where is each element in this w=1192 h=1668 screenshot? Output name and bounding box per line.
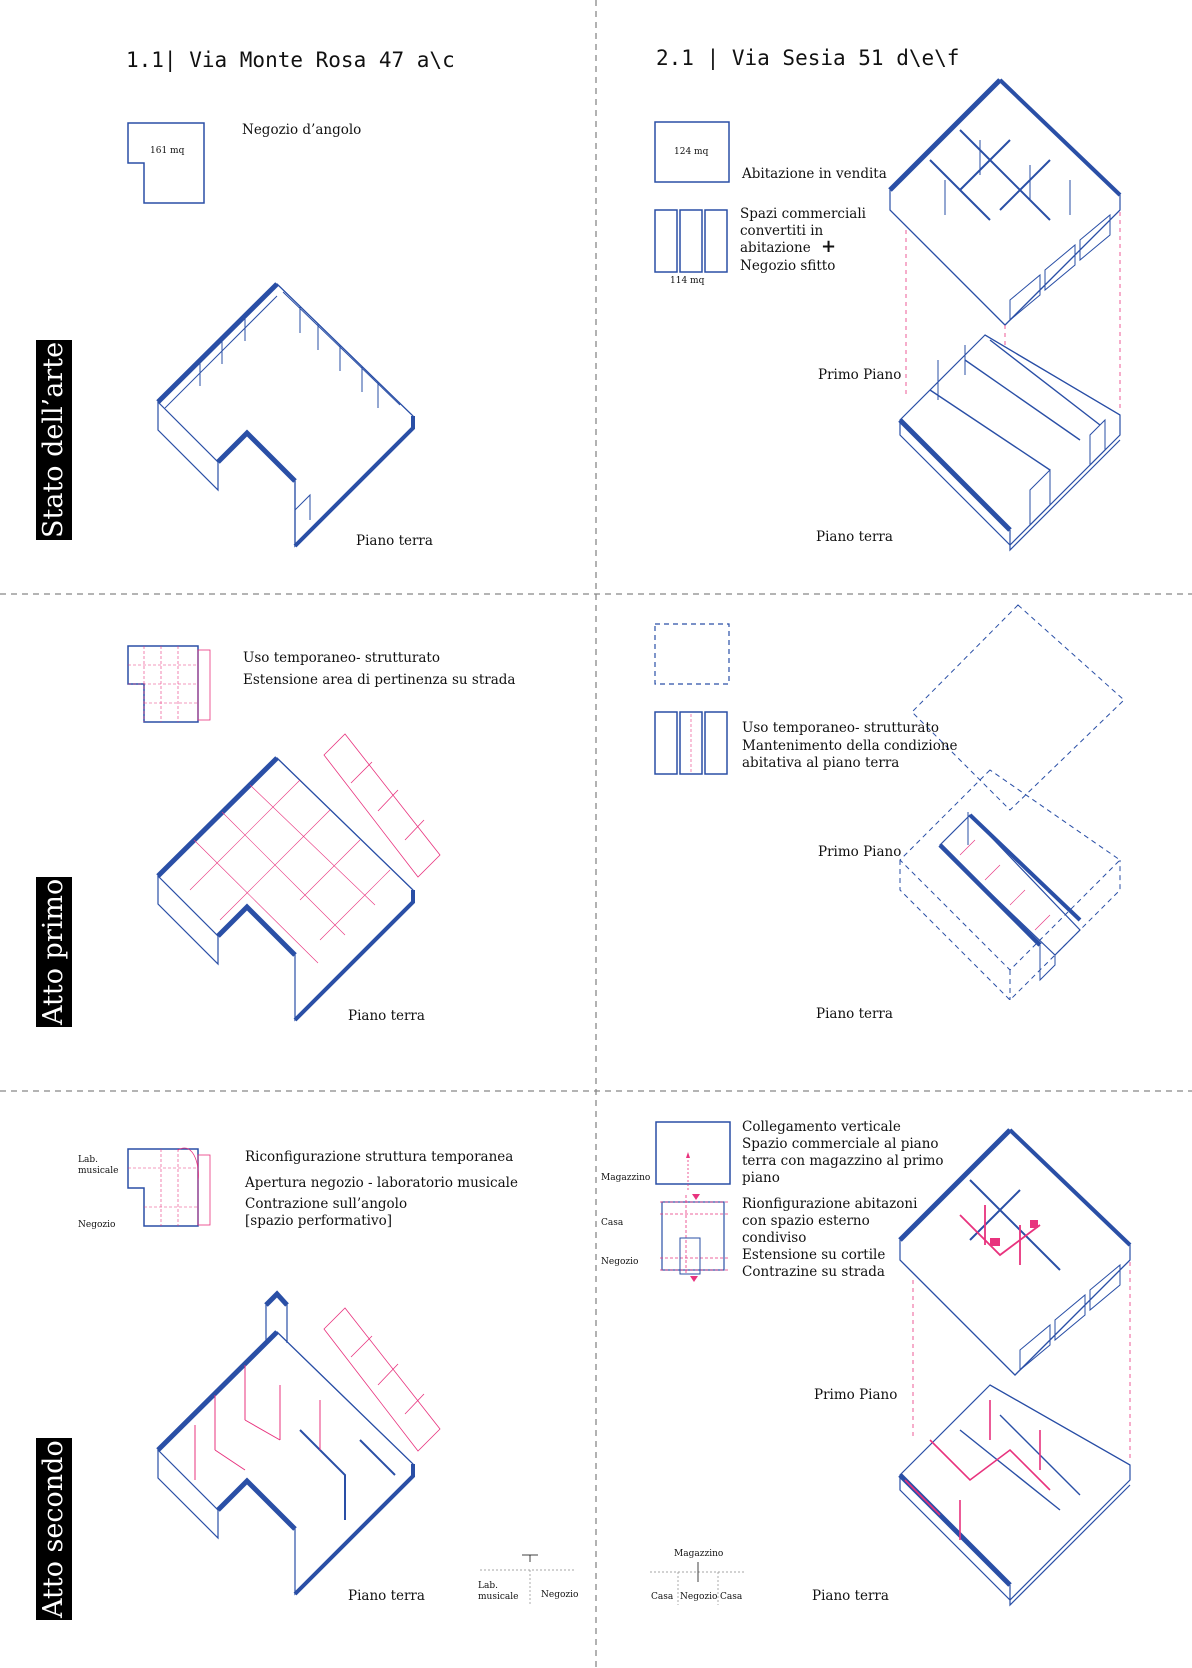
- col1-r2-floor: Piano terra: [348, 1008, 425, 1024]
- col2-r3-l9: Contrazine su strada: [742, 1264, 885, 1280]
- col2-r1-floor1: Primo Piano: [818, 367, 902, 383]
- col1-r3-lab: Lab. musicale: [78, 1155, 119, 1176]
- col1-r1-caption: Negozio d’angolo: [242, 122, 362, 138]
- row-label-atto-primo: Atto primo: [36, 877, 72, 1027]
- col1-r2-line1: Uso temporaneo- strutturato: [243, 650, 440, 666]
- col2-r3-magazzino: Magazzino: [601, 1173, 651, 1183]
- col2-area2-label: 114 mq: [670, 276, 705, 286]
- col2-r3-casa: Casa: [601, 1218, 624, 1228]
- row-label-atto-secondo: Atto secondo: [36, 1438, 72, 1620]
- col1-r3-shop: Negozio: [78, 1220, 116, 1230]
- col1-r2-line2: Estensione area di pertinenza su strada: [243, 672, 516, 688]
- col1-r3-line2: Apertura negozio - laboratorio musicale: [245, 1175, 518, 1191]
- col2-r1-caption2-l3: abitazione: [740, 240, 811, 256]
- col2-area1-label: 124 mq: [674, 147, 709, 157]
- col2-r3-l6: con spazio esterno: [742, 1213, 870, 1229]
- col2-r2-line3: abitativa al piano terra: [742, 755, 900, 771]
- col2-r1-caption2-l1: Spazi commerciali: [740, 206, 866, 222]
- col1-legend-shop: Negozio: [541, 1590, 579, 1600]
- col2-legend-magazzino: Magazzino: [674, 1549, 724, 1559]
- col1-title: 1.1| Via Monte Rosa 47 a\c: [126, 48, 455, 72]
- col2-r1-floor0: Piano terra: [816, 529, 893, 545]
- col1-r1-floor: Piano terra: [356, 533, 433, 549]
- col2-r3-negozio: Negozio: [601, 1257, 639, 1267]
- col2-r3-l8: Estensione su cortile: [742, 1247, 886, 1263]
- col2-r1-caption2-l2: convertiti in: [740, 223, 824, 239]
- col2-r3-l1: Collegamento verticale: [742, 1119, 901, 1135]
- col2-r3-l2: Spazio commerciale al piano: [742, 1136, 939, 1152]
- col2-r2-floor0: Piano terra: [816, 1006, 893, 1022]
- col2-r3-floor0: Piano terra: [812, 1588, 889, 1604]
- col1-r3-floor: Piano terra: [348, 1588, 425, 1604]
- col1-r3-line4: [spazio performativo]: [245, 1213, 393, 1229]
- col1-r3-line3: Contrazione sull’angolo: [245, 1196, 408, 1212]
- col2-r3-l4: piano: [742, 1170, 780, 1186]
- col1-legend-lab: Lab. musicale: [478, 1581, 519, 1602]
- col2-r2-line1: Uso temporaneo- strutturato: [742, 720, 939, 736]
- col2-r2-line2: Mantenimento della condizione: [742, 738, 958, 754]
- col2-legend-casa2: Casa: [720, 1592, 743, 1602]
- col2-r1-caption1: Abitazione in vendita: [742, 166, 887, 182]
- row-label-stato: Stato dell’arte: [36, 340, 72, 540]
- col2-r3-floor1: Primo Piano: [814, 1387, 898, 1403]
- col2-title: 2.1 | Via Sesia 51 d\e\f: [656, 46, 960, 70]
- col2-r1-plus: +: [821, 236, 837, 257]
- col2-r3-l3: terra con magazzino al primo: [742, 1153, 944, 1169]
- col2-r2-floor1: Primo Piano: [818, 844, 902, 860]
- col1-r3-line1: Riconfigurazione struttura temporanea: [245, 1149, 514, 1165]
- col1-area-label: 161 mq: [150, 146, 185, 156]
- col2-r1-caption2-l4: Negozio sfitto: [740, 258, 836, 274]
- col2-legend-negozio: Negozio: [680, 1592, 718, 1602]
- col2-r3-l5: Rionfigurazione abitazoni: [742, 1196, 918, 1212]
- col2-legend-casa1: Casa: [651, 1592, 674, 1602]
- col2-r3-l7: condiviso: [742, 1230, 807, 1246]
